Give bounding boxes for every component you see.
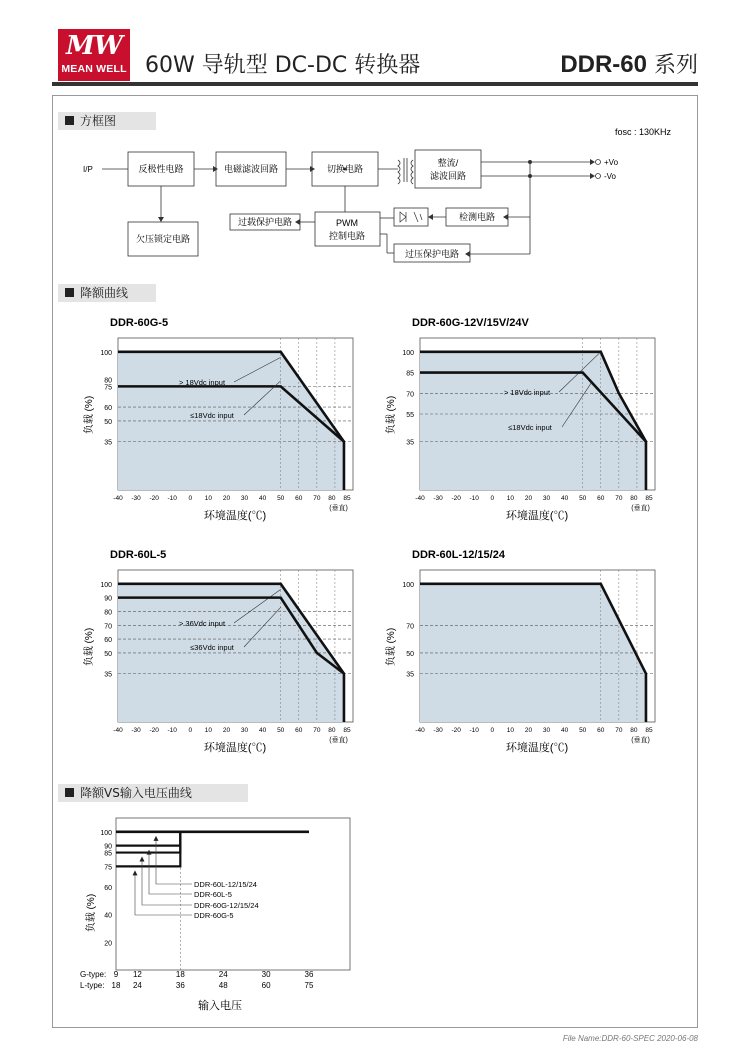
series-label: ≤18Vdc input [508,423,552,432]
x-tick-label-l: 60 [261,981,271,990]
x-tick-label: 0 [188,727,193,734]
section-derating-vs-input [58,784,248,802]
x-tick-label: -40 [113,727,123,734]
y-tick-label: 35 [406,671,414,679]
x-tick-label: 40 [258,495,267,502]
y-axis-label: 负载 (%) [386,395,397,435]
block-pwm-label-1: PWM [336,218,358,228]
g-type-label: G-type: [80,970,107,979]
section-title: 降额VS输入电压曲线 [80,786,192,800]
x-tick-label: 20 [524,727,533,734]
y-tick-label: 100 [402,581,414,589]
series-label: DDR-60G-12/15/24 [194,901,259,910]
ip-label: I/P [83,165,93,174]
block-rectifier-label-1: 整流/ [437,158,459,168]
x-tick-label: -30 [433,495,443,502]
x-tick-label: 10 [204,727,213,734]
y-tick-label: 60 [104,885,112,893]
section-title: 方框图 [80,114,117,128]
fosc-label: fosc : 130KHz [615,127,672,137]
x-tick-label: 60 [295,727,303,734]
series-label: DDR-60L-12/15/24 [194,880,257,889]
chart-title: DDR-60L-5 [110,549,167,561]
x-tick-label-l: 75 [304,981,314,990]
y-tick-label: 100 [402,349,414,357]
series-model: DDR-60 [560,51,647,78]
block-detect-label: 检测电路 [458,212,496,222]
x-tick-label: -40 [415,727,425,734]
y-tick-label: 55 [406,412,414,419]
x-tick-label-g: 36 [304,970,314,979]
section-title: 降额曲线 [80,286,129,300]
y-tick-label: 70 [406,623,414,631]
x-axis-label: 环境温度(℃) [203,742,267,754]
x-tick-label-l: 24 [132,981,142,990]
y-tick-label: 35 [406,439,414,447]
chart-title: DDR-60L-12/15/24 [412,549,505,561]
x-tick-label-g: 18 [175,970,185,979]
x-tick-label-g: 9 [113,970,119,979]
x-tick-label: -20 [149,727,159,734]
x-tick-label: -10 [469,727,479,734]
output-negative-label: -Vo [604,172,617,181]
x-tick-label: 50 [579,727,587,734]
y-axis-label: 负载 (%) [84,395,95,435]
x-tick-label: 70 [615,727,623,734]
header-rule [52,82,698,86]
series-label: > 36Vdc input [178,619,226,628]
bullet-icon [65,788,74,797]
series-label: DDR-60G-5 [194,911,234,920]
x-tick-label: 30 [542,727,551,734]
block-rectifier-label-2: 滤波回路 [429,171,467,181]
x-tick-label: -40 [113,495,123,502]
x-tick-label: 60 [597,727,605,734]
x-tick-label: 0 [490,495,495,502]
x-tick-label: 30 [240,727,249,734]
x-tick-label: -20 [149,495,159,502]
y-tick-label: 80 [104,609,112,617]
block-switch-label: 切换电路 [326,164,364,174]
chart-title: DDR-60G-5 [110,317,169,329]
y-axis-label: 负载 (%) [386,627,397,667]
block-pwm-label-2: 控制电路 [328,231,366,241]
x-extra-label: (垂直) [329,505,348,512]
block-emi-label: 电磁滤波回路 [223,164,279,174]
transformer-icon [398,158,413,184]
x-tick-label: 10 [506,495,515,502]
block-optocoupler [394,208,428,226]
x-tick-label: -30 [433,727,443,734]
x-tick-label: 80 [328,727,336,734]
x-tick-label: 85 [645,495,653,502]
x-tick-label: -10 [167,495,177,502]
y-tick-label: 50 [104,650,112,658]
x-tick-label: 80 [328,495,336,502]
x-tick-label: 50 [277,727,285,734]
footer-filename: File Name:DDR-60-SPEC 2020-06-08 [562,1034,698,1043]
logo-mark: MW [66,31,122,61]
page-header [0,0,750,90]
block-olp-label: 过载保护电路 [237,217,293,227]
y-tick-label: 85 [406,370,414,378]
x-extra-label: (垂直) [329,737,348,744]
y-tick-label: 75 [104,864,112,872]
derating-vs-input-chart [70,808,370,1018]
block-rectifier [415,150,481,188]
x-extra-label: (垂直) [631,505,650,512]
series-suffix: 系列 [647,53,698,78]
block-uvlo-label: 欠压锁定电路 [135,234,191,244]
y-tick-label: 40 [104,912,112,920]
x-tick-label: -40 [415,495,425,502]
x-tick-label: 20 [524,495,533,502]
series-label: > 18Vdc input [178,378,226,387]
x-axis-label: 环境温度(℃) [203,510,267,522]
x-tick-label: -10 [167,727,177,734]
y-tick-label: 100 [100,349,112,357]
y-axis-label: 负载 (%) [84,627,95,667]
meanwell-logo [58,29,130,81]
y-tick-label: 90 [104,595,112,603]
x-tick-label-g: 30 [261,970,271,979]
bullet-icon [65,288,74,297]
x-tick-label: 70 [313,727,321,734]
y-tick-label: 80 [104,377,112,385]
x-tick-label: -30 [131,495,141,502]
x-tick-label-l: 36 [175,981,185,990]
x-tick-label: 40 [258,727,267,734]
document-title: 60W 导轨型 DC-DC 转换器 [145,53,421,78]
block-ovp-label: 过压保护电路 [404,249,460,259]
y-tick-label: 35 [104,439,112,447]
x-tick-label: 70 [615,495,623,502]
y-tick-label: 75 [104,384,112,392]
block-reverse-label: 反极性电路 [138,164,184,174]
block-diagram [70,122,690,272]
y-tick-label: 60 [104,405,112,413]
series-label: DDR-60L-5 [194,890,232,899]
y-tick-label: 70 [104,623,112,631]
x-tick-label: 50 [579,495,587,502]
x-axis-label: 输入电压 [198,1000,242,1012]
x-tick-label-g: 12 [132,970,142,979]
x-tick-label: 0 [188,495,193,502]
x-tick-label: -10 [469,495,479,502]
x-tick-label: 80 [630,727,638,734]
series-title [560,48,698,79]
x-tick-label: 85 [343,495,351,502]
x-tick-label-l: 18 [111,981,121,990]
y-tick-label: 50 [104,418,112,426]
y-tick-label: 50 [406,650,414,658]
x-tick-label: 10 [204,495,213,502]
section-derating [58,284,156,302]
y-tick-label: 20 [104,940,112,948]
l-type-label: L-type: [80,981,105,990]
x-tick-label: 60 [597,495,605,502]
derating-chart-g5 [70,305,360,525]
derating-chart-l5 [70,537,360,757]
x-tick-label: 50 [277,495,285,502]
x-tick-label: 85 [645,727,653,734]
x-axis-label: 环境温度(℃) [505,742,569,754]
y-tick-label: 100 [100,581,112,589]
y-tick-label: 100 [100,829,112,837]
x-tick-label: 80 [630,495,638,502]
x-tick-label: 30 [542,495,551,502]
x-tick-label: 20 [222,495,231,502]
x-tick-label: 60 [295,495,303,502]
x-tick-label: -20 [451,727,461,734]
y-tick-label: 60 [104,637,112,645]
y-tick-label: 70 [406,391,414,399]
x-tick-label: 30 [240,495,249,502]
series-label: ≤18Vdc input [190,411,234,420]
output-positive-label: +Vo [604,158,619,167]
series-label: > 18Vdc input [503,388,551,397]
x-tick-label-l: 48 [218,981,228,990]
x-tick-label: 0 [490,727,495,734]
x-extra-label: (垂直) [631,737,650,744]
y-tick-label: 90 [104,843,112,851]
chart-title: DDR-60G-12V/15V/24V [412,317,529,329]
x-tick-label-g: 24 [218,970,228,979]
x-tick-label: -20 [451,495,461,502]
x-tick-label: 70 [313,495,321,502]
x-tick-label: 20 [222,727,231,734]
y-tick-label: 35 [104,671,112,679]
y-axis-label: 负载 (%) [86,893,97,933]
x-axis-label: 环境温度(℃) [505,510,569,522]
derating-chart-l12 [372,537,662,757]
x-tick-label: 40 [560,495,569,502]
x-tick-label: -30 [131,727,141,734]
derating-chart-g12 [372,305,662,525]
series-label: ≤36Vdc input [190,643,234,652]
logo-name: MEAN WELL [61,63,127,75]
x-tick-label: 85 [343,727,351,734]
x-tick-label: 10 [506,727,515,734]
optocoupler-icon [400,212,422,222]
x-tick-label: 40 [560,727,569,734]
y-tick-label: 85 [104,850,112,858]
